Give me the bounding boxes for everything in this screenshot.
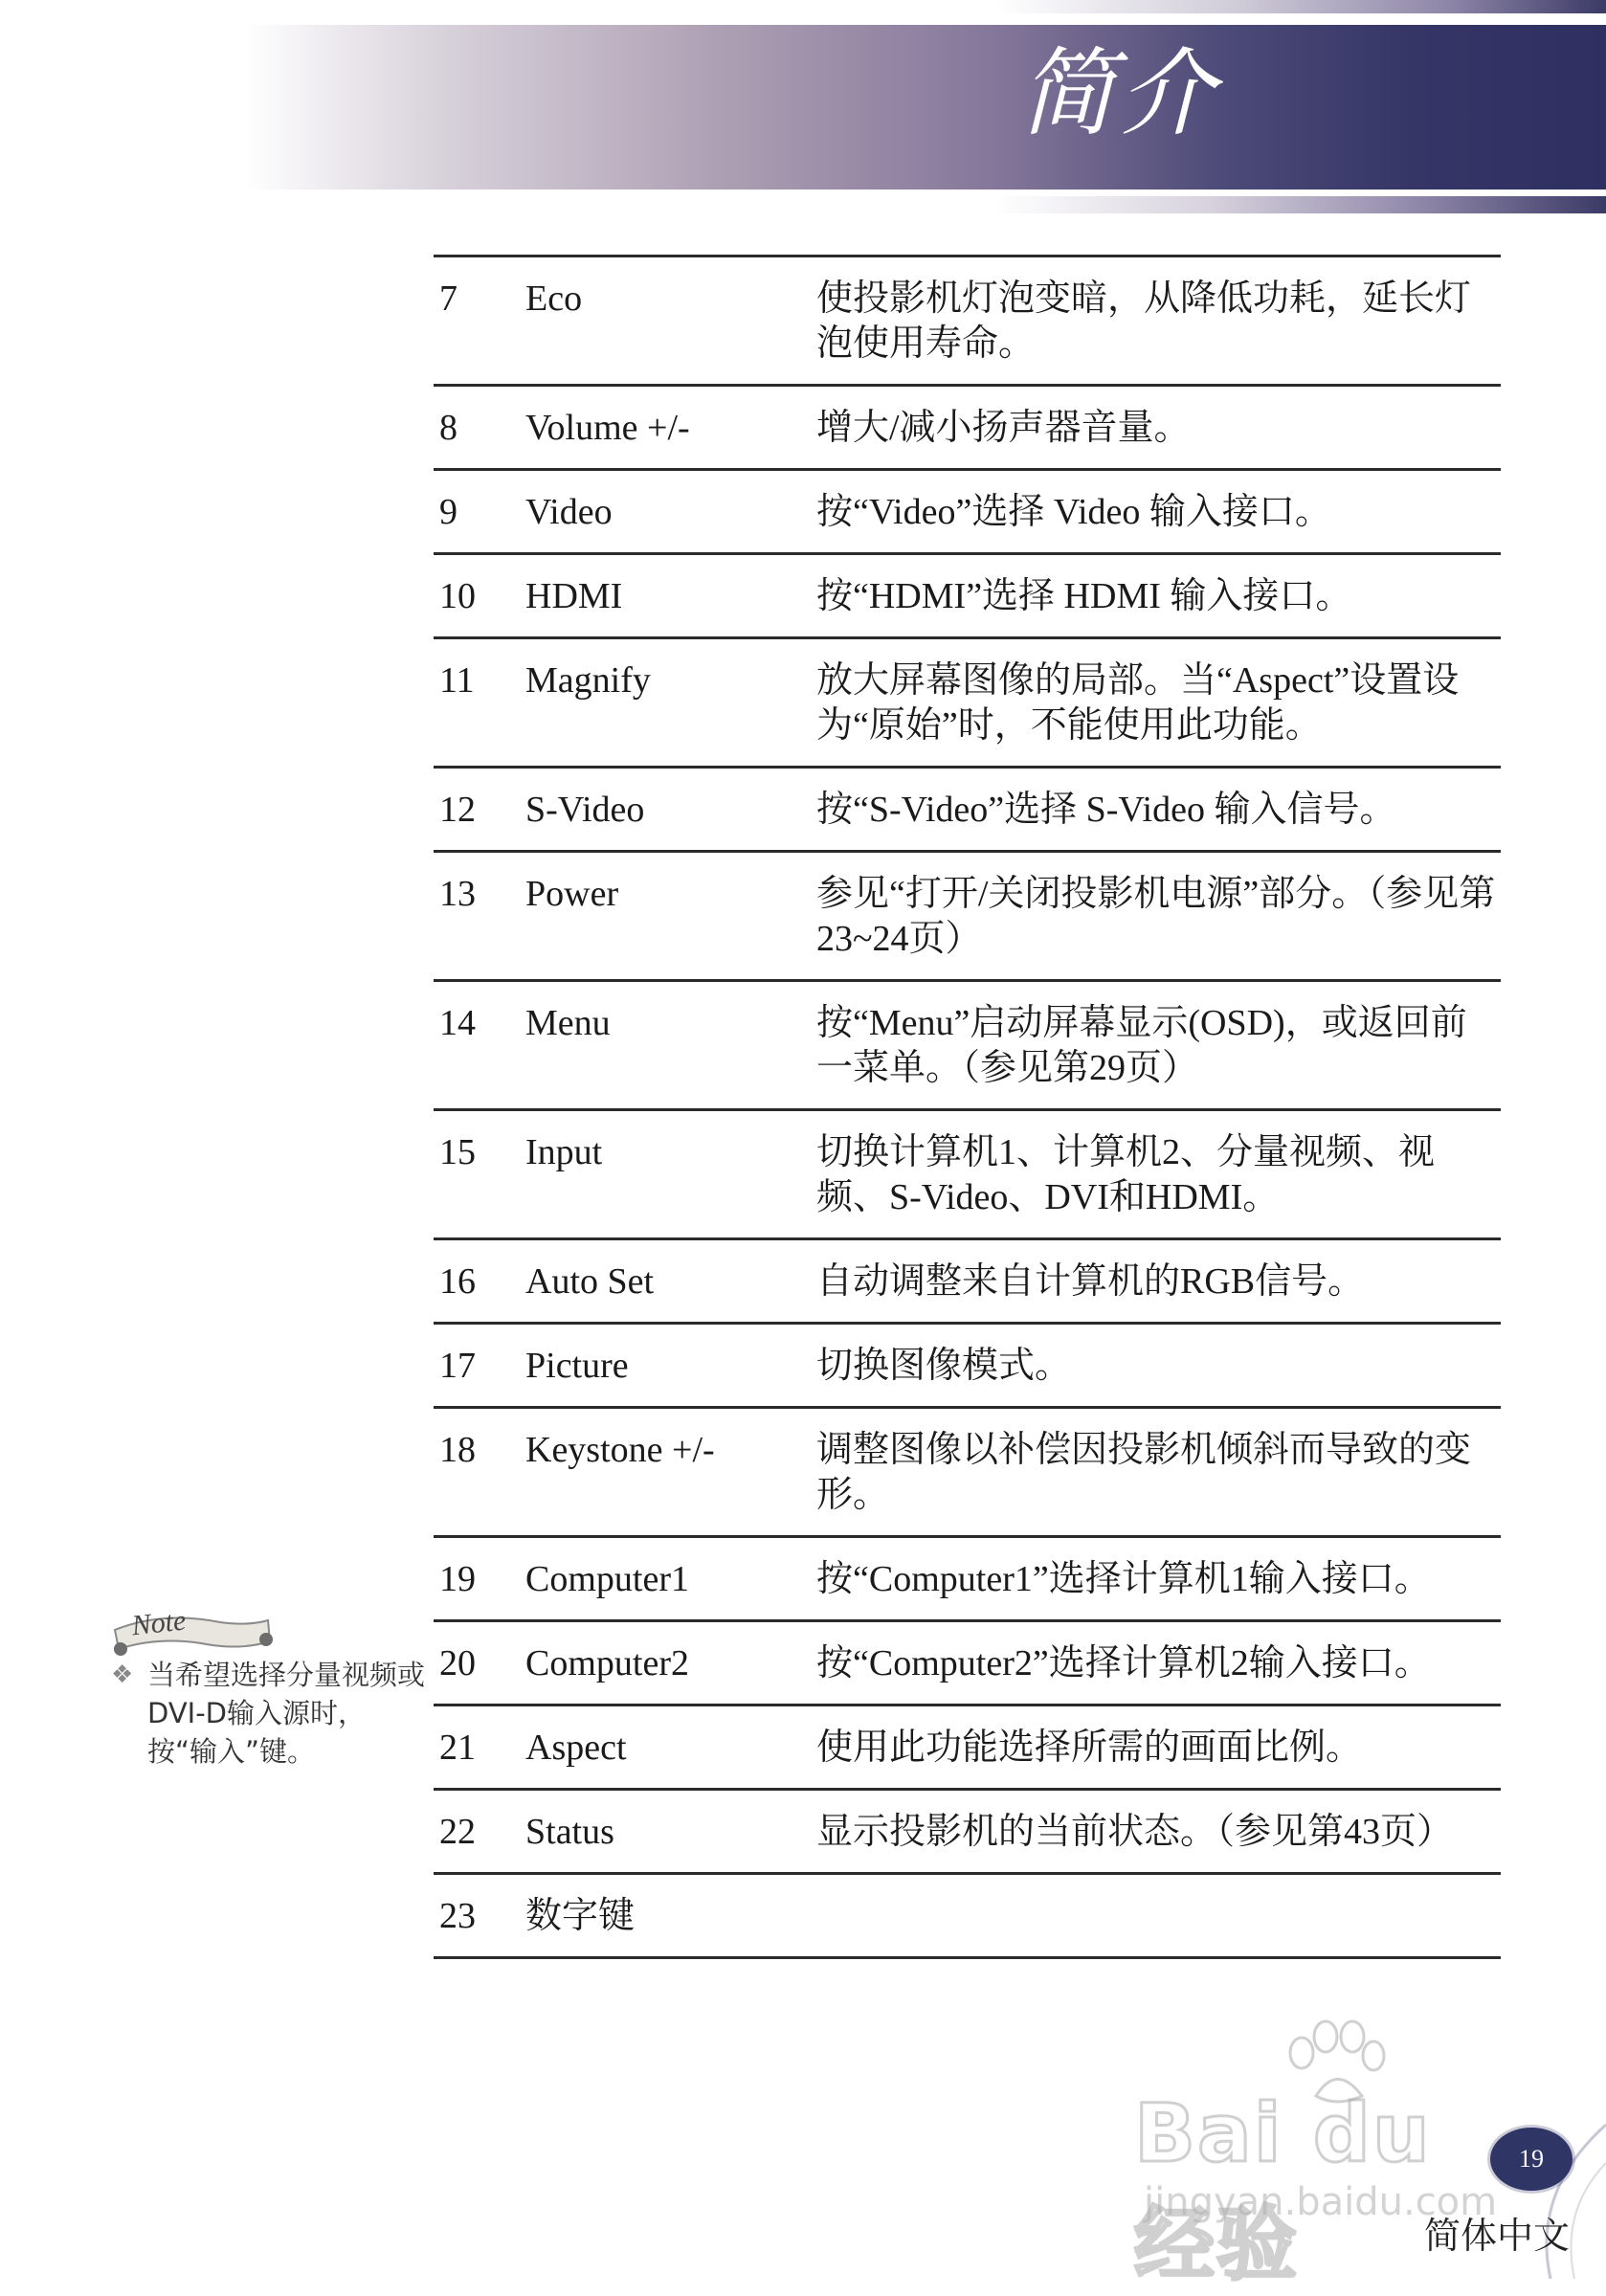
table-row bbox=[434, 1705, 1501, 1790]
table-row bbox=[434, 768, 1501, 852]
row-number: 16 bbox=[439, 1261, 476, 1302]
button-name: Video bbox=[525, 492, 613, 532]
table-row bbox=[434, 1874, 1501, 1958]
table-row bbox=[434, 386, 1501, 470]
header-bottom-stripe bbox=[995, 196, 1606, 213]
table-row bbox=[434, 852, 1501, 981]
button-name: Power bbox=[525, 874, 619, 914]
note-bullet-icon: ❖ bbox=[111, 1661, 134, 1689]
button-name: HDMI bbox=[525, 576, 623, 616]
button-description: 切换计算机1、计算机2、分量视频、视频、S-Video、DVI和HDMI。 bbox=[816, 1132, 1436, 1217]
remote-button-table bbox=[434, 255, 1501, 1959]
page-number-badge: 19 bbox=[1490, 2128, 1573, 2191]
table-row bbox=[434, 256, 1501, 386]
row-number: 15 bbox=[439, 1132, 476, 1172]
table-row bbox=[434, 554, 1501, 638]
row-number: 9 bbox=[439, 492, 457, 532]
page-title: 简介 bbox=[1019, 37, 1218, 149]
header-top-stripe bbox=[995, 0, 1606, 13]
button-name: Computer2 bbox=[525, 1643, 689, 1683]
header-banner bbox=[244, 25, 1606, 189]
button-description: 按“Computer2”选择计算机2输入接口。 bbox=[816, 1643, 1431, 1683]
table-body bbox=[434, 256, 1501, 1958]
button-description: 按“Menu”启动屏幕显示(OSD)，或返回前一菜单。（参见第29页） bbox=[816, 1003, 1467, 1088]
button-description: 使投影机灯泡变暗，从降低功耗，延长灯泡使用寿命。 bbox=[816, 279, 1472, 364]
button-name: Aspect bbox=[525, 1728, 627, 1768]
table-row bbox=[434, 1408, 1501, 1537]
row-number: 23 bbox=[439, 1896, 476, 1936]
row-number: 12 bbox=[439, 790, 476, 830]
button-name: Volume +/- bbox=[525, 408, 690, 448]
button-description: 切换图像模式。 bbox=[816, 1346, 1072, 1386]
button-name: Computer1 bbox=[525, 1559, 689, 1599]
watermark-url: jingyan.baidu.com bbox=[1144, 2180, 1498, 2224]
button-name: 数字键 bbox=[525, 1896, 636, 1936]
table-row bbox=[434, 1324, 1501, 1408]
table-row bbox=[434, 1537, 1501, 1621]
button-name: Eco bbox=[525, 279, 583, 319]
note-text-block bbox=[111, 1656, 432, 1771]
row-number: 20 bbox=[439, 1643, 476, 1683]
table-row bbox=[434, 470, 1501, 554]
row-number: 17 bbox=[439, 1346, 476, 1386]
button-name: Magnify bbox=[525, 660, 651, 701]
button-name: Menu bbox=[525, 1003, 611, 1043]
table-row bbox=[434, 1239, 1501, 1324]
button-description: 调整图像以补偿因投影机倾斜而导致的变形。 bbox=[816, 1430, 1472, 1515]
button-description: 按“S-Video”选择 S-Video 输入信号。 bbox=[816, 790, 1396, 830]
row-number: 21 bbox=[439, 1728, 476, 1768]
button-description: 使用此功能选择所需的画面比例。 bbox=[816, 1728, 1363, 1768]
button-name: Input bbox=[525, 1132, 603, 1172]
button-name: Picture bbox=[525, 1346, 629, 1386]
button-description: 放大屏幕图像的局部。当“Aspect”设置设为“原始”时，不能使用此功能。 bbox=[816, 660, 1460, 746]
button-description: 自动调整来自计算机的RGB信号。 bbox=[816, 1261, 1365, 1302]
button-description: 按“Video”选择 Video 输入接口。 bbox=[816, 492, 1331, 532]
button-name: Status bbox=[525, 1812, 614, 1852]
button-name: S-Video bbox=[525, 790, 645, 830]
row-number: 7 bbox=[439, 279, 457, 319]
row-number: 18 bbox=[439, 1430, 476, 1470]
table-row bbox=[434, 1790, 1501, 1874]
footer-language: 简体中文 bbox=[1423, 2215, 1570, 2257]
table-row bbox=[434, 1621, 1501, 1705]
row-number: 10 bbox=[439, 576, 476, 616]
row-number: 11 bbox=[439, 660, 475, 701]
button-description: 增大/减小扬声器音量。 bbox=[816, 408, 1191, 448]
button-description: 参见“打开/关闭投影机电源”部分。（参见第 23~24页） bbox=[816, 874, 1496, 959]
row-number: 8 bbox=[439, 408, 457, 448]
row-number: 13 bbox=[439, 874, 476, 914]
button-name: Keystone +/- bbox=[525, 1430, 715, 1470]
table-row bbox=[434, 638, 1501, 768]
row-number: 19 bbox=[439, 1559, 476, 1599]
note-label: Note bbox=[129, 1604, 188, 1642]
button-description: 按“HDMI”选择 HDMI 输入接口。 bbox=[816, 576, 1352, 616]
table-row bbox=[434, 981, 1501, 1110]
button-name: Auto Set bbox=[525, 1261, 655, 1302]
button-description: 显示投影机的当前状态。（参见第43页） bbox=[816, 1812, 1454, 1852]
row-number: 14 bbox=[439, 1003, 476, 1043]
watermark-brand: Bai du 经验 bbox=[1134, 2086, 1432, 2291]
note-text: 当希望选择分量视频或DVI-D输入源时，按“输入”键。 bbox=[147, 1659, 426, 1768]
row-number: 22 bbox=[439, 1812, 476, 1852]
table-row bbox=[434, 1110, 1501, 1239]
button-description: 按“Computer1”选择计算机1输入接口。 bbox=[816, 1559, 1431, 1599]
button-description bbox=[812, 1874, 1501, 1958]
